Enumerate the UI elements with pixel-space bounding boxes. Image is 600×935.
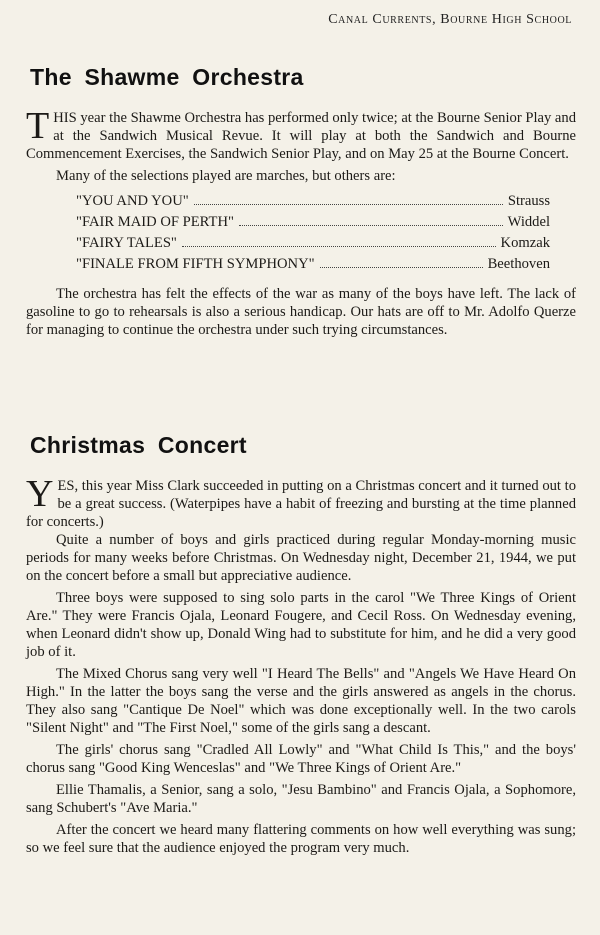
selection-composer: Widdel bbox=[507, 214, 550, 230]
selection-composer: Beethoven bbox=[487, 256, 550, 272]
christmas-paragraph-5: The girls' chorus sang "Cradled All Lowly" and "What Child Is This," and the boys' chorus sang "Good King Wenceslas" and "We Three Kings of Orient Are." bbox=[26, 742, 576, 776]
selection-title: "FINALE FROM FIFTH SYMPHONY" bbox=[76, 256, 315, 272]
selection-composer: Komzak bbox=[500, 235, 550, 251]
running-header: Canal Currents, Bourne High School bbox=[328, 12, 572, 27]
christmas-paragraph-7: After the concert we heard many flattering comments on how well everything was sung; so we feel sure that the audience enjoyed the program very much. bbox=[26, 822, 576, 856]
orchestra-dropcap: T bbox=[26, 105, 50, 147]
selection-item bbox=[76, 191, 550, 212]
dot-leader bbox=[239, 225, 503, 226]
selection-item bbox=[76, 254, 550, 275]
christmas-paragraph-4: The Mixed Chorus sang very well "I Heard The Bells" and "Angels We Have Heard On High." In the latter the boys sang the verse and the girls answered as angels in the chorus. They also sang "Cantique De Noel" which was done exceptionally well. In the two carols "Silent Night" and "The First Noel," some of the girls sang a descant. bbox=[26, 666, 576, 736]
orchestra-section bbox=[26, 64, 576, 339]
selection-title: "FAIR MAID OF PERTH" bbox=[76, 214, 234, 230]
dot-leader bbox=[182, 246, 496, 247]
orchestra-intro-text: HIS year the Shawme Orchestra has performed only twice; at the Bourne Senior Play and at the Sandwich Musical Revue. It will play at both the Sandwich and Bourne Commencement Exercises, the Sandwich Senior Play, and on May 25 at the Bourne Concert. bbox=[26, 110, 577, 162]
christmas-paragraph-6: Ellie Thamalis, a Senior, sang a solo, "Jesu Bambino" and Francis Ojala, a Sophomore, sang Schubert's "Ave Maria." bbox=[26, 782, 576, 816]
christmas-paragraph-2: Quite a number of boys and girls practiced during regular Monday-morning music periods for many weeks before Christmas. On Wednesday night, December 21, 1944, we put on the concert before a small but appreciative audience. bbox=[26, 532, 576, 584]
selections-intro: Many of the selections played are marches, but others are: bbox=[56, 168, 396, 184]
orchestra-intro-paragraph bbox=[26, 105, 577, 163]
christmas-intro-text: ES, this year Miss Clark succeeded in putting on a Christmas concert and it turned out to be a great success. (Waterpipes have a habit of freezing and bursting at the time planned for concerts.) bbox=[26, 478, 576, 530]
christmas-title: Christmas Concert bbox=[30, 432, 247, 458]
orchestra-title: The Shawme Orchestra bbox=[30, 64, 304, 90]
christmas-dropcap: Y bbox=[26, 473, 54, 515]
orchestra-closing-paragraph: The orchestra has felt the effects of the war as many of the boys have left. The lack of gasoline to go to rehearsals is also a serious handicap. Our hats are off to Mr. Adolfo Querze for managing to continue the orchestra under such trying circumstances. bbox=[26, 286, 576, 338]
selections-list bbox=[76, 191, 550, 275]
dot-leader bbox=[320, 267, 483, 268]
selection-item bbox=[76, 233, 550, 254]
selection-composer: Strauss bbox=[507, 193, 550, 209]
christmas-intro-paragraph bbox=[26, 473, 576, 531]
christmas-paragraph-3: Three boys were supposed to sing solo parts in the carol "We Three Kings of Orient Are." They were Francis Ojala, Leonard Fougere, and Cecil Ross. On Wednesday evening, when Leonard didn't show up, Donald Wing had to substitute for him, and he did a very good job of it. bbox=[26, 590, 576, 660]
christmas-section bbox=[26, 432, 576, 857]
dot-leader bbox=[194, 204, 503, 205]
selection-title: "FAIRY TALES" bbox=[76, 235, 177, 251]
selection-title: "YOU AND YOU" bbox=[76, 193, 189, 209]
selection-item bbox=[76, 212, 550, 233]
